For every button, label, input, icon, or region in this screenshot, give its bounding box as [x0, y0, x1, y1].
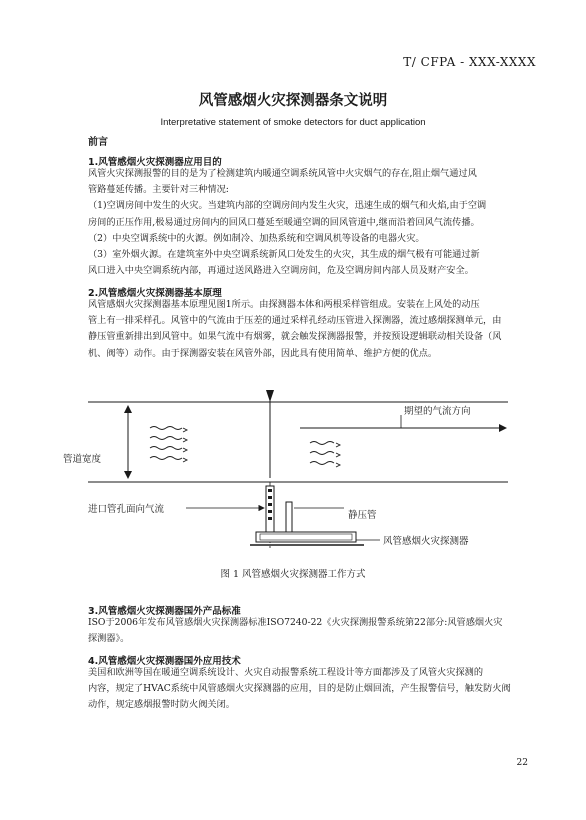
figure-1-caption: 图 1 风管感烟火灾探测器工作方式	[220, 569, 366, 580]
section-1-line: （3）室外烟火源。在建筑室外中央空调系统新风口处发生的火灾，其生成的烟气极有可能通过新	[88, 249, 480, 261]
section-1-line: （2）中央空调系统中的火源。例如制冷、加热系统和空调风机等设备的电器火灾。	[88, 232, 425, 244]
section-1-line: 风管火灾探测报警的目的是为了检测建筑内暖通空调系统风管中火灾烟气的存在,阻止烟气通过风	[88, 168, 477, 179]
section-4-body	[88, 665, 536, 714]
section-arrow-head	[266, 390, 274, 402]
section-3-line: ISO于2006年发布风管感烟火灾探测器标准ISO7240-22《火灾探测报警系统第22部分:风管感烟火灾	[88, 617, 503, 628]
duct-width-label: 管道宽度	[63, 454, 102, 465]
section-2-line: 管上有一排采样孔。风管中的气流由于压差的通过采样孔经动压管进入探测器，流过感烟探测单元，由	[88, 315, 502, 327]
document-code: T/ CFPA - XXX-XXXX	[403, 55, 536, 69]
inlet-label: 进口管孔面向气流	[88, 504, 165, 515]
section-1-line: （1)空调房间中发生的火灾。当建筑内部的空调房间内发生火灾，迅速生成的烟气和火焰,由于空调	[88, 200, 487, 212]
section-2-heading: 2.风管感烟火灾探测器基本原理	[88, 288, 222, 299]
document-title: 风管感烟火灾探测器条文说明	[198, 93, 388, 109]
foreword-heading: 前言	[88, 137, 108, 148]
static-tube-label: 静压管	[348, 510, 377, 521]
section-2-line: 机、阀等）动作。由于探测器安装在风管外部，因此具有使用简单、维护方便的优点。	[88, 347, 438, 359]
section-4-heading: 4.风管感烟火灾探测器国外应用技术	[88, 656, 241, 667]
page-number: 22	[516, 758, 528, 768]
airflow-waves	[150, 427, 340, 468]
section-4-line: 动作，规定感烟报警时防火阀关闭。	[88, 699, 235, 711]
section-4-line: 内容，规定了HVAC系统中风管感烟火灾探测器的应用，目的是防止烟回流，产生报警信号，触发防火阀	[88, 683, 511, 695]
section-1-line: 风口进入中央空调系统内部，再通过送风路进入空调房间，危及空调房间内部人员及财产安全。	[88, 265, 474, 277]
section-1-line: 管路蔓延传播。主要针对三种情况:	[88, 184, 229, 196]
airflow-label: 期望的气流方向	[404, 406, 471, 417]
section-2-line: 静压管重新排出到风管中。如果气流中有烟雾，就会触发探测器报警，并按预设逻辑联动相关设备（风	[88, 331, 502, 343]
section-4-line: 美国和欧洲等国在暖通空调系统设计、火灾自动报警系统工程设计等方面都涉及了风管火灾探测的	[88, 667, 484, 678]
section-1-heading: 1.风管感烟火灾探测器应用目的	[88, 157, 222, 168]
detector-housing	[256, 532, 356, 542]
section-3-line: 探测器》。	[88, 633, 130, 645]
section-3-body	[88, 615, 536, 647]
detector-label: 风管感烟火灾探测器	[383, 536, 469, 547]
section-2-line: 风管感烟火灾探测器基本原理见图1所示。由探测器本体和两根采样管组成。安装在上风处的动压	[88, 299, 480, 310]
section-3-heading: 3.风管感烟火灾探测器国外产品标准	[88, 606, 241, 617]
static-pressure-tube	[286, 502, 292, 534]
document-subtitle: Interpretative statement of smoke detectors for duct application	[160, 117, 426, 128]
section-1-line: 房间的正压作用,极易通过房间内的回风口蔓延至暖通空调的回风管道中,继而沿着回风气流传播。	[88, 216, 480, 228]
